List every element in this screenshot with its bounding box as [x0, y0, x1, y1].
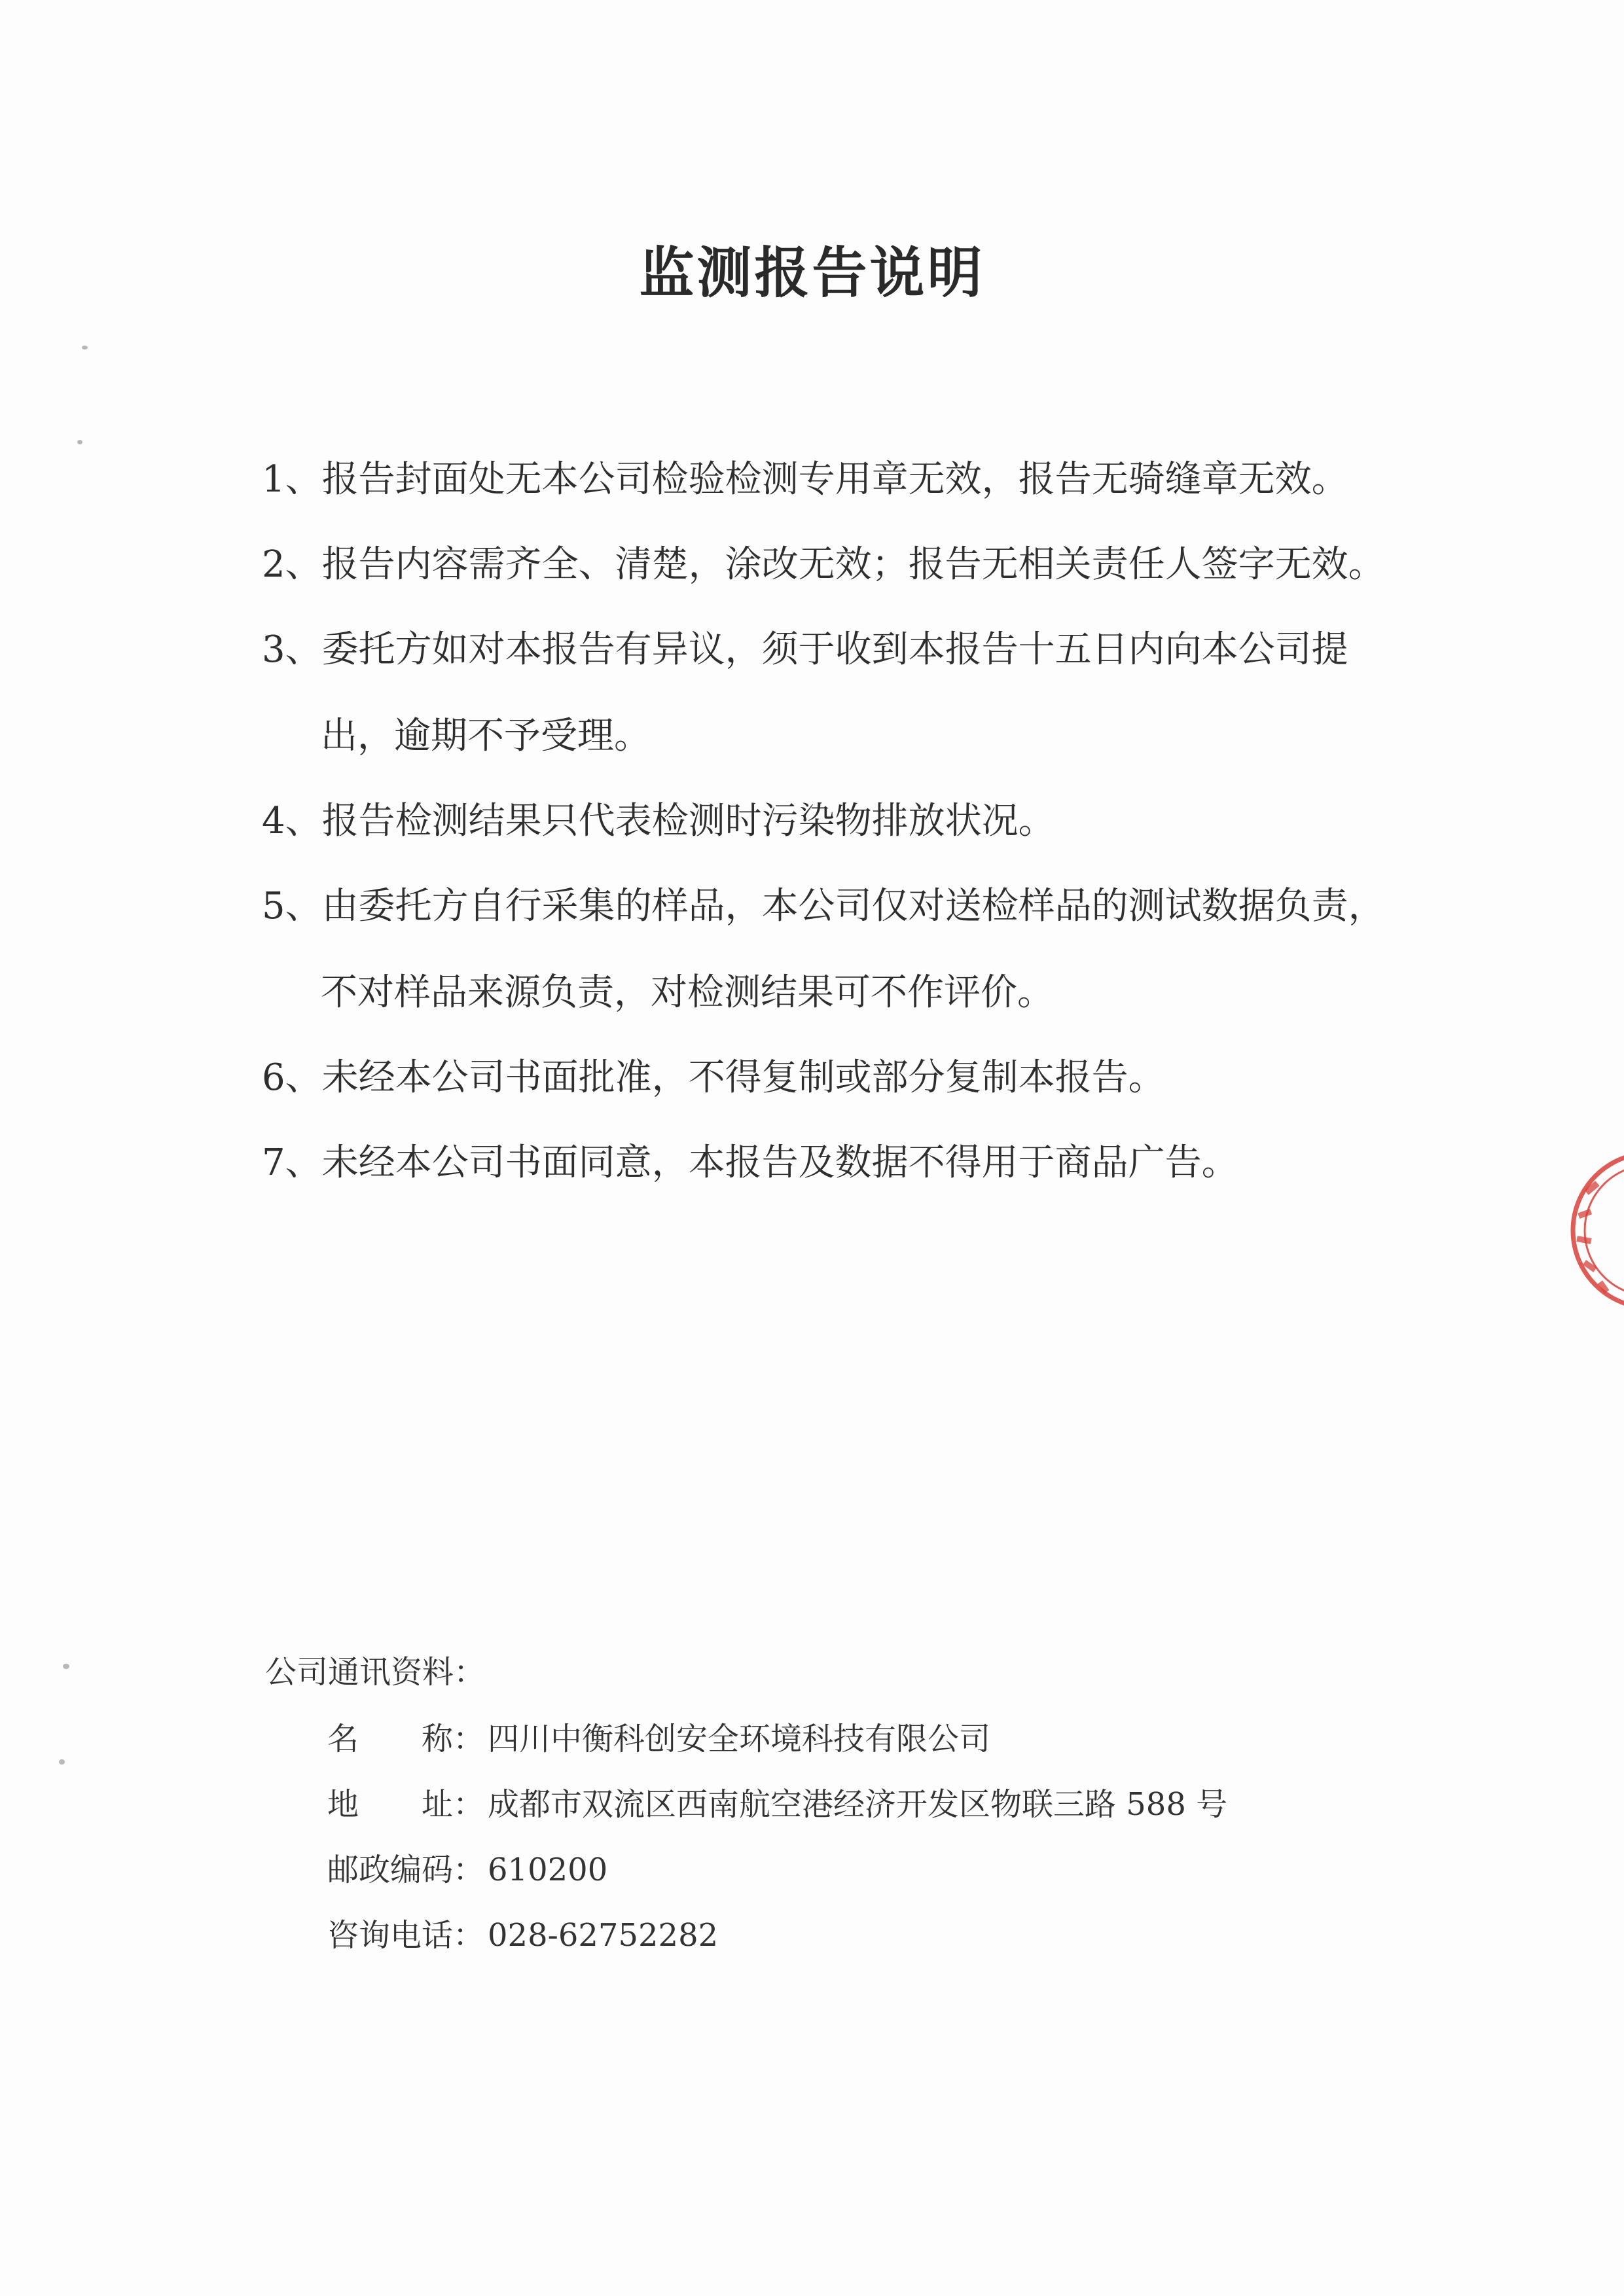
contact-label: 名 称：: [327, 1721, 485, 1757]
scan-speck: [59, 1759, 65, 1765]
contact-heading: 公司通讯资料：: [265, 1654, 486, 1691]
note-text: 2、报告内容需齐全、清楚，涂改无效；报告无相关责任人签字无效。: [262, 543, 1385, 586]
note-item-1: [262, 458, 1388, 501]
page-title: 监测报告说明: [639, 241, 985, 305]
contact-row-phone: [265, 1916, 1378, 1955]
note-item-5: [262, 885, 1388, 1014]
contact-label: 邮政编码：: [327, 1852, 485, 1888]
contact-row-name: [265, 1719, 1378, 1759]
notes-list: [262, 458, 1388, 1227]
scan-speck: [82, 346, 88, 350]
note-text: 7、未经本公司书面同意，本报告及数据不得用于商品广告。: [262, 1141, 1238, 1184]
note-continuation: 出，逾期不予受理。: [321, 715, 651, 757]
contact-row-postcode: [265, 1850, 1378, 1890]
contact-row-address: [265, 1785, 1378, 1824]
note-item-7: [262, 1141, 1388, 1185]
scan-speck: [77, 440, 82, 444]
note-item-3: [262, 628, 1388, 758]
scan-speck: [63, 1664, 69, 1669]
note-item-6: [262, 1056, 1388, 1100]
note-text: 5、由委托方自行采集的样品，本公司仅对送检样品的测试数据负责，: [262, 885, 1385, 927]
note-continuation: 不对样品来源负责，对检测结果可不作评价。: [321, 971, 1054, 1014]
contact-label: 地 址：: [327, 1786, 485, 1823]
contact-label: 咨询电话：: [327, 1917, 485, 1954]
note-text: 6、未经本公司书面批准，不得复制或部分复制本报告。: [262, 1056, 1165, 1099]
contact-value: 610200: [488, 1852, 608, 1888]
note-item-2: [262, 543, 1388, 586]
note-text: 1、报告封面处无本公司检验检测专用章无效，报告无骑缝章无效。: [262, 458, 1348, 501]
note-item-4: [262, 800, 1388, 843]
contact-value: 成都市双流区西南航空港经济开发区物联三路 588 号: [488, 1786, 1228, 1823]
company-seal-icon: [1559, 1139, 1624, 1322]
contact-info: [265, 1653, 1378, 1981]
note-text: 3、委托方如对本报告有异议，须于收到本报告十五日内向本公司提: [262, 628, 1348, 671]
contact-value: 028-62752282: [488, 1917, 719, 1954]
note-text: 4、报告检测结果只代表检测时污染物排放状况。: [262, 800, 1055, 842]
contact-value: 四川中衡科创安全环境科技有限公司: [488, 1721, 991, 1757]
